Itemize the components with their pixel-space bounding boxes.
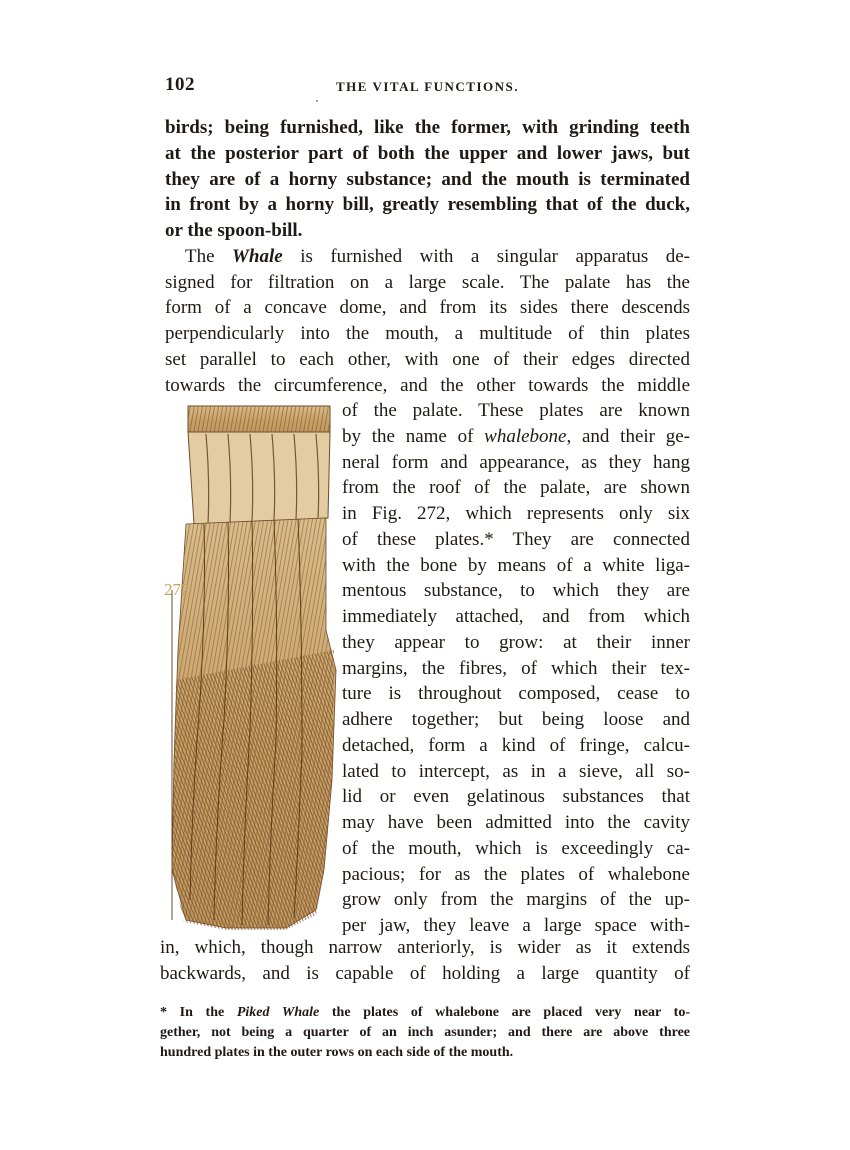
text-run: by the name of <box>342 425 485 447</box>
text-line: backwards, and is capable of holding a large quantity of <box>160 962 690 984</box>
text-line: set parallel to each other, with one of their edges directed <box>165 348 690 370</box>
footnote-line: hundred plates in the outer rows on each side of the mouth. <box>160 1045 514 1060</box>
text-line: in, which, though narrow anteriorly, is wider as it extends <box>160 937 690 958</box>
whalebone-plates-figure <box>166 400 338 930</box>
main-text-bottom <box>160 935 690 987</box>
text-line: grow only from the margins of the up- <box>342 889 690 911</box>
text-line: at the posterior part of both the upper and lower jaws, but <box>165 142 690 164</box>
text-line: adhere together; but being loose and <box>342 709 690 730</box>
text-run: The <box>185 245 233 267</box>
text-line: pacious; for as the plates of whalebone <box>342 863 690 885</box>
footnote-line: gether, not being a quarter of an inch asunder; and there are above three <box>160 1025 690 1040</box>
text-line: or the spoon-bill. <box>165 220 303 241</box>
figure-number: 272 <box>164 580 190 599</box>
emphasis-whale: Whale <box>232 245 283 267</box>
text-line: mentous substance, to which they are <box>342 580 690 602</box>
emphasis-whalebone: whalebone <box>484 425 567 447</box>
text-line: they are of a horny substance; and the mouth is terminated <box>165 168 690 190</box>
text-line: in Fig. 272, which represents only six <box>342 503 690 524</box>
text-line: with the bone by means of a white liga- <box>342 554 690 576</box>
text-line: may have been admitted into the cavity <box>342 812 690 833</box>
page-header <box>165 74 690 104</box>
text-line: perpendicularly into the mouth, a multitude of thin plates <box>165 323 690 344</box>
text-line: margins, the fibres, of which their tex- <box>342 657 690 679</box>
text-run: the plates of whalebone are placed very near to- <box>319 1005 690 1020</box>
text-run: , and their ge- <box>566 425 690 447</box>
text-line: of these plates.* They are connected <box>342 528 690 550</box>
text-line: neral form and appearance, as they hang <box>342 451 690 473</box>
text-run: * In the <box>160 1005 237 1020</box>
text-line: of the palate. These plates are known <box>342 400 690 421</box>
text-line: in front by a horny bill, greatly resembling that of the duck, <box>165 194 690 216</box>
text-line: lated to intercept, as in a sieve, all so- <box>342 760 690 782</box>
text-line: immediately attached, and from which <box>342 606 690 627</box>
text-line: towards the circumference, and the other towards the middle <box>165 374 690 396</box>
main-text-beside-figure <box>342 398 690 939</box>
text-line: per jaw, they leave a large space with- <box>342 915 690 936</box>
main-text-top <box>165 115 690 398</box>
running-head: THE VITAL FUNCTIONS. <box>335 79 520 94</box>
text-line: detached, form a kind of fringe, calcu- <box>342 734 690 756</box>
text-line: lid or even gelatinous substances that <box>342 786 690 808</box>
footnote <box>160 1003 690 1063</box>
page-number: 102 <box>165 74 195 95</box>
text-line: form of a concave dome, and from its sides there descends <box>165 297 690 319</box>
footnote-line <box>160 1003 690 1023</box>
text-line: of the mouth, which is exceedingly ca- <box>342 837 690 859</box>
text-line: signed for filtration on a large scale. The palate has the <box>165 271 690 293</box>
text-run: is furnished with a singular apparatus de- <box>282 245 690 267</box>
text-line <box>342 424 690 450</box>
text-line: from the roof of the palate, are shown <box>342 477 690 499</box>
ink-speck <box>316 100 318 102</box>
text-line: birds; being furnished, like the former, with grinding teeth <box>165 117 690 138</box>
text-line: they appear to grow: at their inner <box>342 631 690 653</box>
text-line: ture is throughout composed, cease to <box>342 683 690 705</box>
emphasis-piked-whale: Piked Whale <box>236 1005 320 1020</box>
text-line <box>165 244 690 270</box>
whalebone-plates-engraving-icon <box>166 400 338 930</box>
